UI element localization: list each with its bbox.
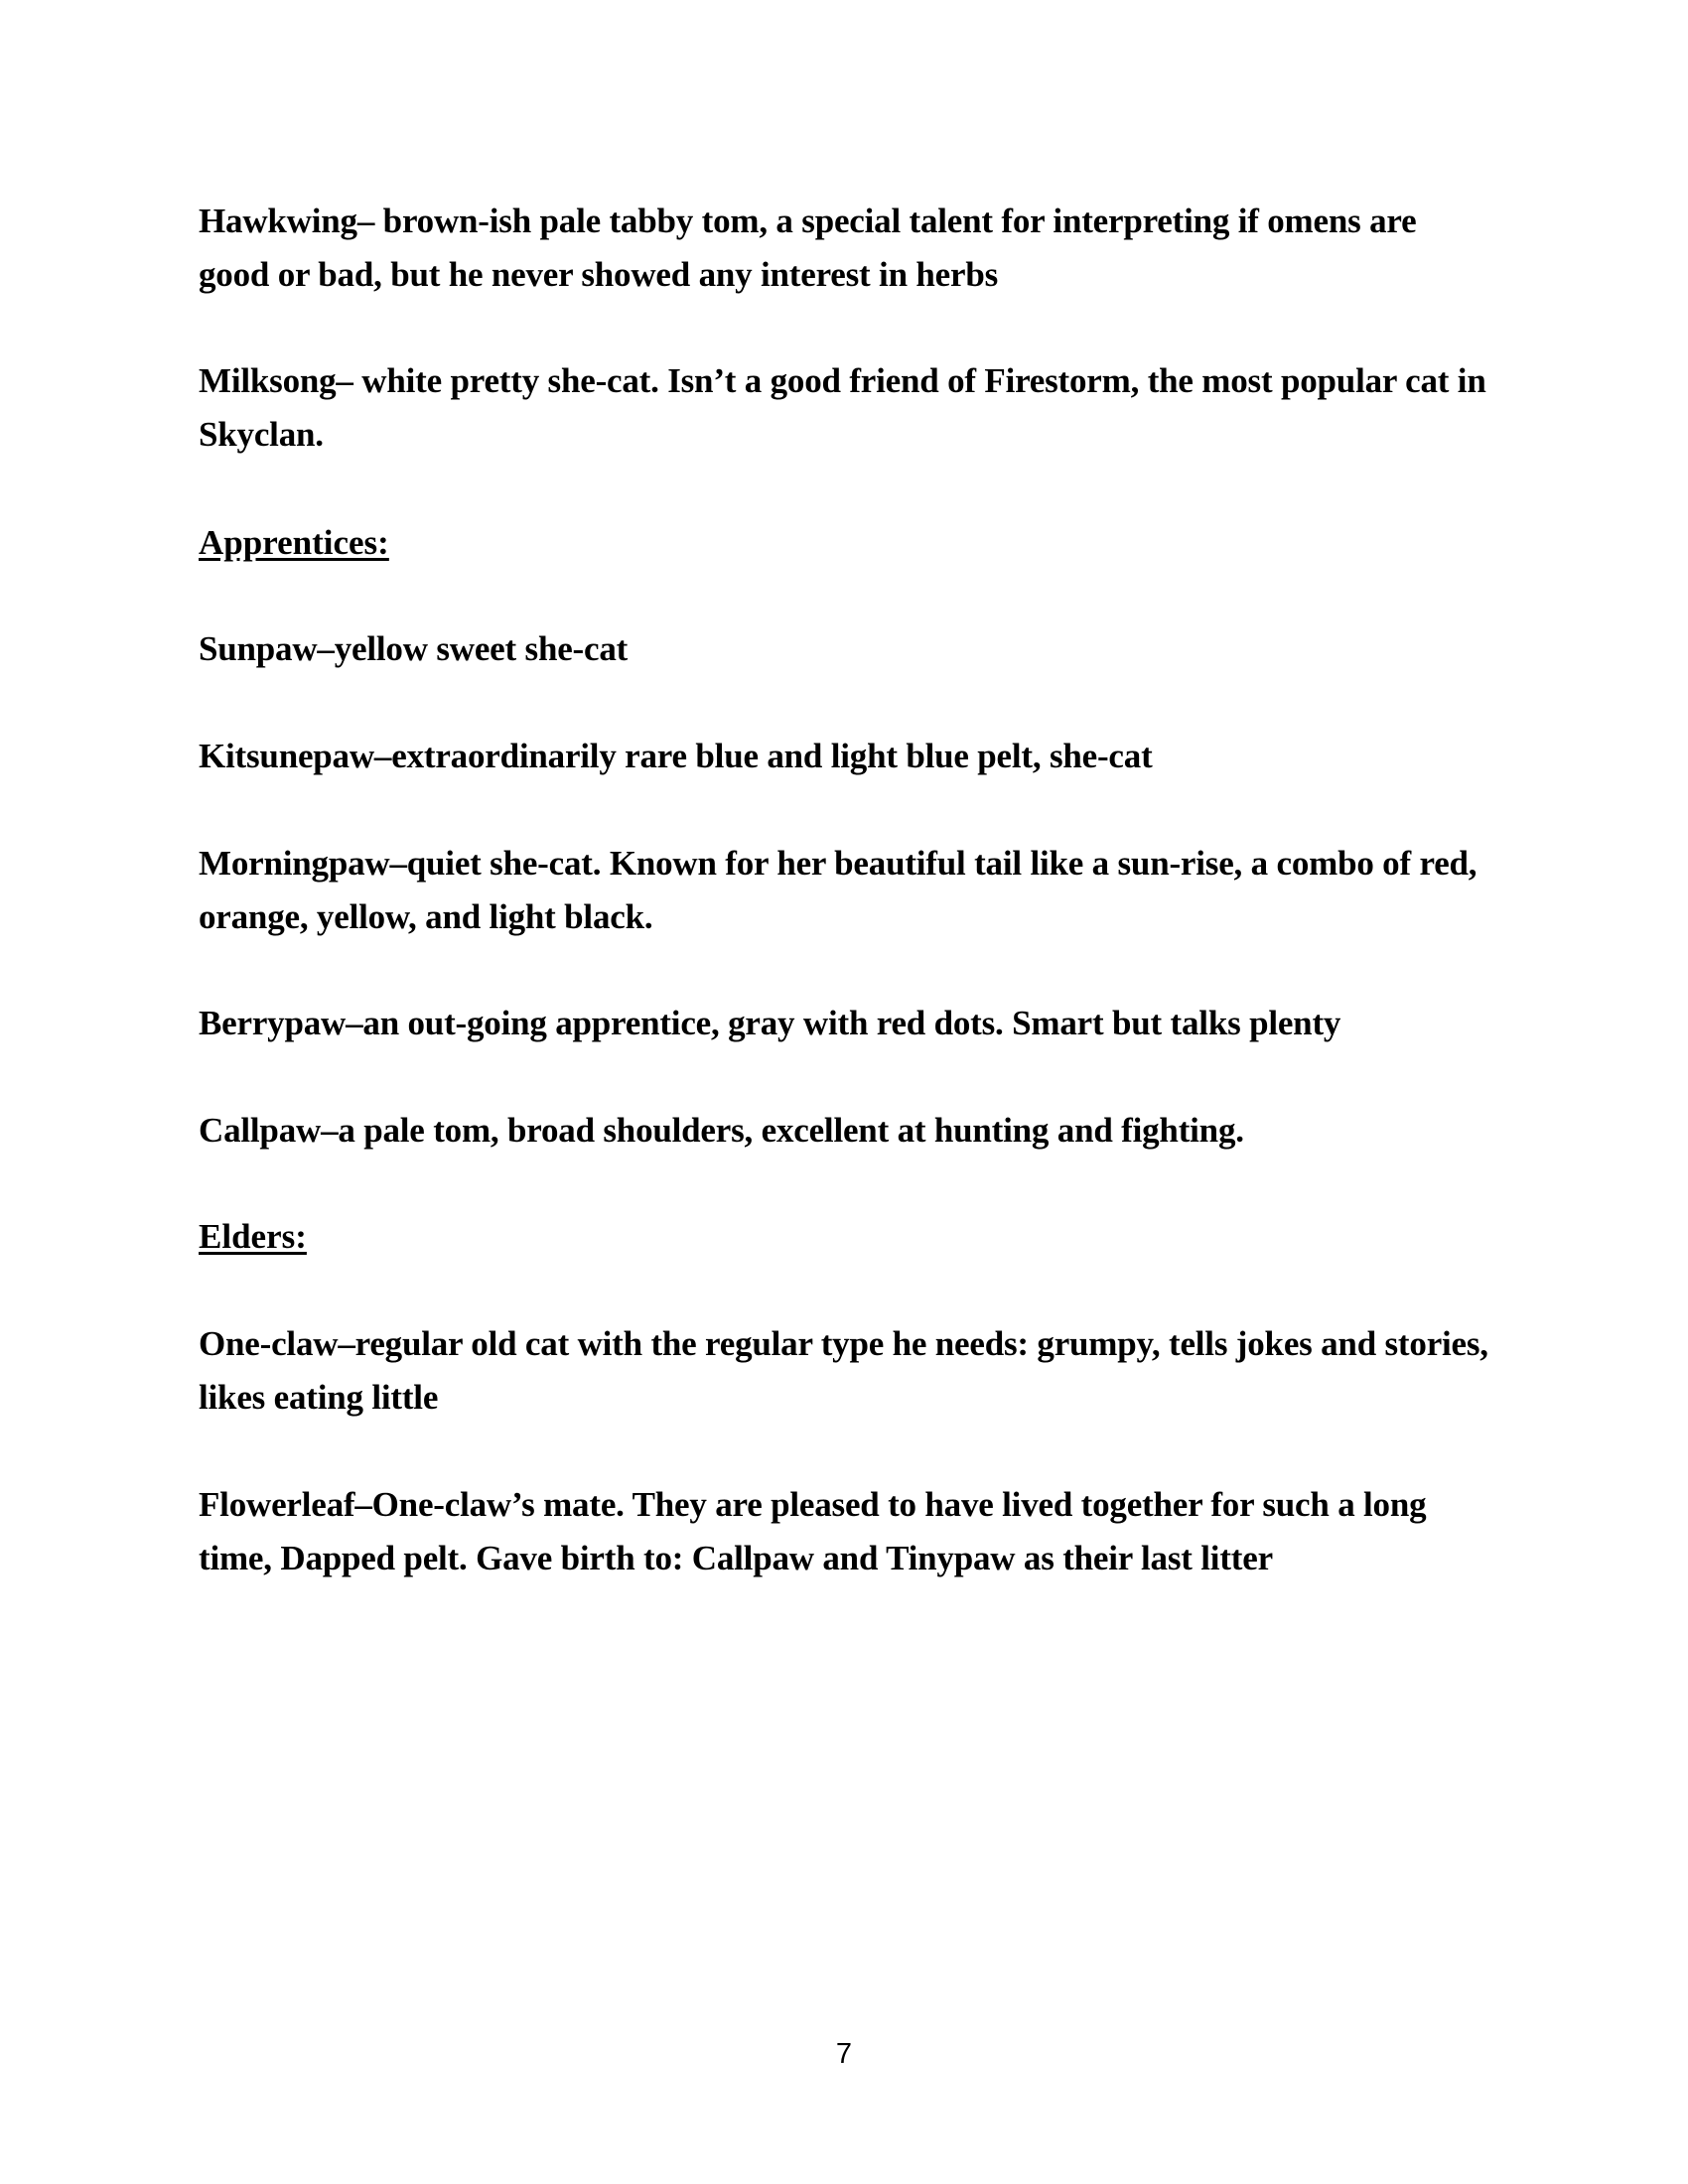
entry-milksong: Milksong– white pretty she-cat. Isn’t a good friend of Firestorm, the most popular cat in Skyclan. [199,361,1486,454]
entry-kitsunepaw: Kitsunepaw–extraordinarily rare blue and light blue pelt, she-cat [199,737,1153,775]
entry-one-claw: One-claw–regular old cat with the regular type he needs: grumpy, tells jokes and stories, likes eating little [199,1324,1488,1417]
entry-flowerleaf: Flowerleaf–One-claw’s mate. They are pleased to have lived together for such a long time, Dapped pelt. Gave birth to: Callpaw and Tinypaw as their last litter [199,1485,1427,1577]
section-heading-elders: Elders: [199,1217,307,1256]
entry-sunpaw: Sunpaw–yellow sweet she-cat [199,629,629,668]
entry-morningpaw: Morningpaw–quiet she-cat. Known for her beautiful tail like a sun-rise, a combo of red, orange, yellow, and light black. [199,844,1477,936]
page-number: 7 [835,2038,853,2070]
entry-hawkwing: Hawkwing– brown-ish pale tabby tom, a special talent for interpreting if omens are good or bad, but he never showed any interest in herbs [199,202,1417,294]
entry-berrypaw: Berrypaw–an out-going apprentice, gray with red dots. Smart but talks plenty [199,1004,1341,1042]
entry-callpaw: Callpaw–a pale tom, broad shoulders, excellent at hunting and fighting. [199,1111,1244,1150]
section-heading-apprentices: Apprentices: [199,523,389,562]
